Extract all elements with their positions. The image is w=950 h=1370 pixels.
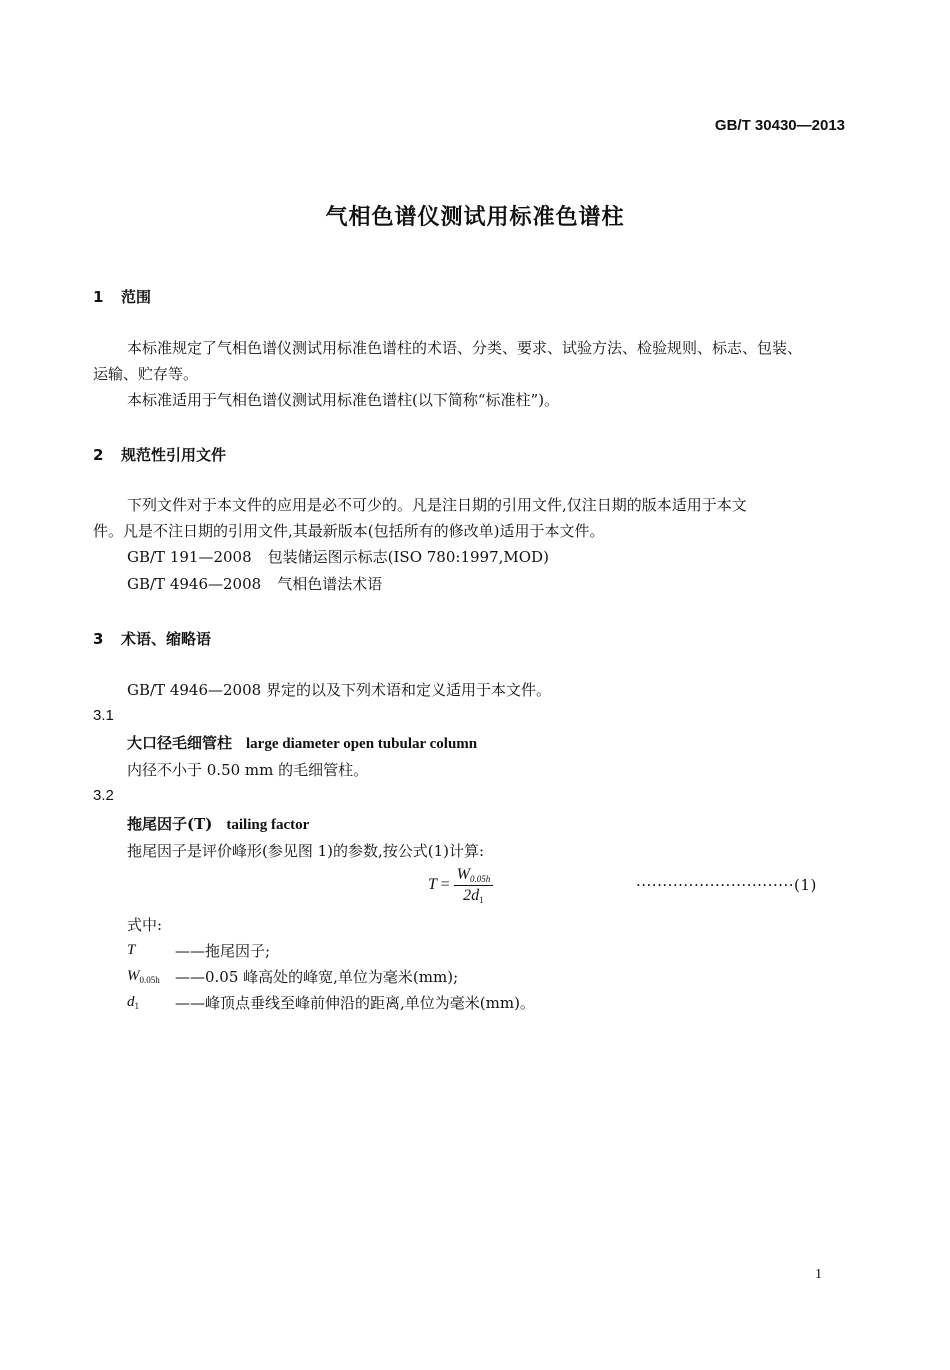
tailing-factor-formula [428, 866, 493, 905]
where-label: 式中: [127, 916, 163, 934]
term-definition: 拖尾因子是评价峰形(参见图 1)的参数,按公式(1)计算: [127, 842, 485, 860]
section-1-paragraph-2: 本标准适用于气相色谱仪测试用标准色谱柱(以下简称“标准柱”)。 [127, 391, 560, 409]
variable-description: ——峰顶点垂线至峰前伸沿的距离,单位为毫米(mm)。 [175, 994, 535, 1012]
section-3-heading [93, 628, 211, 649]
variable-symbol: $d_1$ [127, 994, 139, 1011]
section-1-heading [93, 286, 151, 307]
term-definition: 内径不小于 0.50 mm 的毛细管柱。 [127, 761, 369, 779]
document-title: 气相色谱仪测试用标准色谱柱 [325, 205, 625, 230]
equation-number-line [636, 876, 817, 894]
page-number: 1 [815, 1267, 822, 1282]
reference-item [127, 544, 549, 570]
term-number: 3.1 [93, 707, 114, 724]
formula-lhs: T [428, 876, 437, 894]
section-1-paragraph-1-line-1: 本标准规定了气相色谱仪测试用标准色谱柱的术语、分类、要求、试验方法、检验规则、标志、包装、 [127, 339, 803, 357]
variable-symbol: T [127, 942, 136, 958]
section-2-number: 2 [93, 446, 104, 464]
formula-numerator: $W_{0.05h}$ [454, 866, 494, 886]
reference-title: 气相色谱法术语 [277, 575, 383, 593]
formula-leader-dots: ······························ [636, 876, 795, 894]
reference-code: GB/T 4946—2008 [127, 575, 262, 593]
section-2-paragraph-line-1: 下列文件对于本文件的应用是必不可少的。凡是注日期的引用文件,仅注日期的版本适用于本文 [127, 496, 747, 514]
section-2-heading [93, 444, 226, 465]
reference-item [127, 571, 382, 597]
term-english: tailing factor [226, 817, 310, 833]
term-chinese: 大口径毛细管柱 [127, 734, 233, 752]
variable-symbol: $W_{0.05h}$ [127, 968, 160, 985]
term-chinese: 拖尾因子(T) [127, 815, 213, 833]
reference-title: 包装储运图示标志(ISO 780:1997,MOD) [267, 548, 549, 566]
formula-denominator: $2d_1$ [463, 887, 484, 905]
section-2-title: 规范性引用文件 [121, 446, 227, 464]
standard-code: GB/T 30430—2013 [714, 117, 845, 134]
section-3-intro: GB/T 4946—2008 界定的以及下列术语和定义适用于本文件。 [127, 681, 551, 699]
formula-equals: = [440, 876, 450, 894]
section-1-paragraph-1-line-2: 运输、贮存等。 [93, 365, 199, 383]
variable-description: ——拖尾因子; [175, 942, 271, 960]
formula-fraction [454, 866, 494, 905]
section-3-title: 术语、缩略语 [121, 630, 212, 648]
section-1-title: 范围 [121, 288, 152, 306]
term-heading [127, 813, 309, 834]
variable-description: ——0.05 峰高处的峰宽,单位为毫米(mm); [175, 968, 459, 986]
reference-code: GB/T 191—2008 [127, 548, 252, 566]
term-english: large diameter open tubular column [246, 736, 478, 752]
section-1-number: 1 [93, 288, 104, 306]
section-3-number: 3 [93, 630, 104, 648]
equation-number: (1) [794, 876, 817, 894]
term-heading [127, 732, 477, 753]
section-2-paragraph-line-2: 件。凡是不注日期的引用文件,其最新版本(包括所有的修改单)适用于本文件。 [93, 522, 605, 540]
term-number: 3.2 [93, 787, 114, 804]
